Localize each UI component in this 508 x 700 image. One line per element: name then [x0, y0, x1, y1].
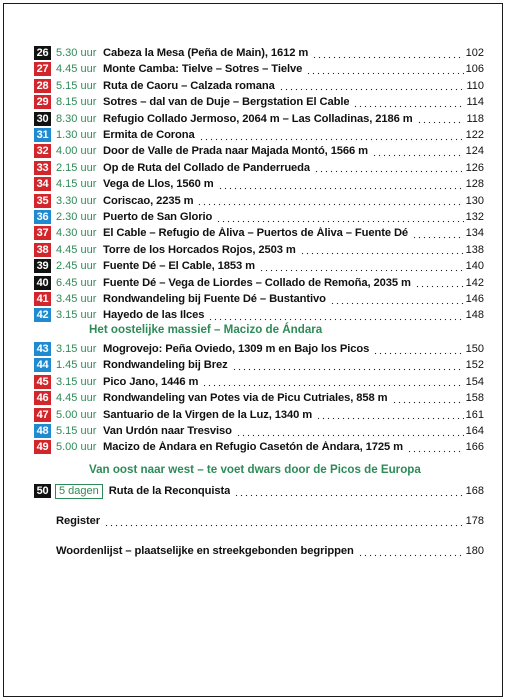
- route-duration: 4.00 uur: [56, 145, 97, 158]
- route-title: Puerto de San Glorio: [103, 211, 213, 223]
- dot-leader: [104, 516, 464, 527]
- route-number-badge: 29: [34, 95, 51, 109]
- page-number: 161: [465, 408, 484, 421]
- page-number: 138: [465, 243, 484, 256]
- page-number: 146: [465, 293, 484, 305]
- toc-entry-41[interactable]: [34, 291, 484, 307]
- dot-leader: [392, 393, 464, 404]
- glossary-title: Woordenlijst – plaatselijke en streekgebonden begrippen: [56, 545, 354, 557]
- page-number: 148: [465, 309, 484, 322]
- toc-entry-33[interactable]: [34, 160, 484, 176]
- dot-leader: [259, 261, 464, 272]
- toc-entry-glossary[interactable]: [34, 543, 484, 559]
- dot-leader: [236, 426, 464, 437]
- route-duration: 3.45 uur: [56, 293, 97, 305]
- route-duration: 1.45 uur: [56, 359, 97, 372]
- route-duration: 5.15 uur: [56, 79, 97, 92]
- route-number-badge: 41: [34, 292, 51, 306]
- dot-leader: [417, 113, 465, 124]
- toc-entry-39[interactable]: [34, 258, 484, 274]
- dot-leader: [300, 244, 464, 255]
- page-number: 178: [465, 515, 484, 527]
- toc-entry-43[interactable]: [34, 341, 484, 357]
- route-duration: 5.30 uur: [56, 47, 97, 59]
- toc-entry-48[interactable]: [34, 423, 484, 439]
- toc-entry-36[interactable]: [34, 209, 484, 225]
- page-number: 152: [465, 359, 484, 372]
- toc-entry-31[interactable]: [34, 127, 484, 143]
- page-number: 158: [465, 392, 484, 405]
- page-number: 102: [465, 47, 484, 59]
- page-number: 106: [465, 63, 484, 76]
- page-number: 164: [465, 425, 484, 437]
- toc-entry-register[interactable]: [34, 513, 484, 529]
- route-number-badge: 36: [34, 210, 51, 224]
- page-number: 154: [465, 375, 484, 388]
- route-title: Rondwandeling van Potes via de Picu Cutriales, 858 m: [103, 392, 388, 405]
- page-number: 180: [465, 545, 484, 557]
- dot-leader: [279, 80, 465, 91]
- toc-entry-47[interactable]: [34, 407, 484, 423]
- route-duration: 8.15 uur: [56, 96, 97, 109]
- route-title: Cabeza la Mesa (Peña de Main), 1612 m: [103, 47, 309, 59]
- route-number-badge: 34: [34, 177, 51, 191]
- dot-leader: [353, 97, 464, 108]
- route-number-badge: 39: [34, 259, 51, 273]
- route-number-badge: 46: [34, 391, 51, 405]
- route-duration: 3.15 uur: [56, 375, 97, 388]
- route-number-badge: 49: [34, 440, 51, 454]
- page-number: 126: [465, 161, 484, 174]
- route-duration: 4.30 uur: [56, 227, 97, 240]
- route-title: Door de Valle de Prada naar Majada Montó, 1566 m: [103, 145, 369, 158]
- route-duration: 8.30 uur: [56, 112, 97, 125]
- page-number: 134: [465, 227, 484, 240]
- route-duration: 5 dagen: [55, 484, 103, 499]
- page-number: 114: [466, 96, 484, 109]
- page-number: 118: [466, 112, 484, 125]
- toc-entry-26[interactable]: [34, 45, 484, 61]
- route-title: Rondwandeling bij Fuente Dé – Bustantivo: [103, 293, 326, 305]
- page-number: 110: [466, 79, 484, 92]
- dot-leader: [358, 546, 464, 557]
- route-number-badge: 42: [34, 308, 51, 322]
- route-number-badge: 32: [34, 144, 51, 158]
- route-number-badge: 40: [34, 276, 51, 290]
- route-title: Ruta de la Reconquista: [108, 485, 231, 497]
- route-number-badge: 38: [34, 243, 51, 257]
- dot-leader: [312, 48, 463, 59]
- route-title: Hayedo de las Ilces: [103, 309, 205, 322]
- toc-entry-45[interactable]: [34, 374, 484, 390]
- route-title: Ruta de Caoru – Calzada romana: [103, 79, 275, 92]
- dot-leader: [412, 228, 464, 239]
- route-duration: 6.45 uur: [56, 276, 97, 289]
- toc-entry-49[interactable]: [34, 439, 484, 455]
- dot-leader: [415, 277, 464, 288]
- route-number-badge: 35: [34, 194, 51, 208]
- dot-leader: [199, 130, 464, 141]
- page-number: 122: [465, 129, 484, 141]
- toc-entry-42[interactable]: [34, 307, 484, 323]
- toc-entry-27[interactable]: [34, 61, 484, 77]
- toc-entry-50[interactable]: [34, 483, 484, 499]
- route-duration: 4.45 uur: [56, 243, 97, 256]
- dot-leader: [330, 294, 464, 305]
- route-duration: 4.45 uur: [56, 392, 97, 405]
- dot-leader: [216, 212, 463, 223]
- route-title: Vega de Llos, 1560 m: [103, 178, 214, 191]
- page-number: 142: [465, 276, 484, 289]
- route-duration: 3.15 uur: [56, 309, 97, 322]
- route-title: Santuario de la Virgen de la Luz, 1340 m: [103, 408, 313, 421]
- route-duration: 5.15 uur: [56, 425, 97, 437]
- route-title: Fuente Dé – Vega de Liordes – Collado de Remoña, 2035 m: [103, 276, 411, 289]
- dot-leader: [373, 344, 463, 355]
- dot-leader: [232, 360, 464, 371]
- route-title: Sotres – dal van de Duje – Bergstation El Cable: [103, 96, 350, 109]
- page-number: 128: [465, 178, 484, 191]
- page-number: 140: [465, 260, 484, 273]
- section-heading-crossing: Van oost naar west – te voet dwars door de Picos de Europa: [89, 463, 421, 476]
- page-number: 166: [465, 441, 484, 454]
- page-number: 124: [465, 145, 484, 158]
- page-number: 132: [465, 211, 484, 223]
- route-title: Fuente Dé – El Cable, 1853 m: [103, 260, 256, 273]
- route-number-badge: 26: [34, 46, 51, 60]
- route-title: Op de Ruta del Collado de Panderrueda: [103, 161, 311, 174]
- route-duration: 5.00 uur: [56, 441, 97, 454]
- route-title: Pico Jano, 1446 m: [103, 375, 199, 388]
- route-title: Macizo de Ándara en Refugio Casetón de Ándara, 1725 m: [103, 441, 403, 454]
- toc-entry-29[interactable]: [34, 94, 484, 110]
- toc-entry-46[interactable]: [34, 390, 484, 406]
- route-title: Rondwandeling bij Brez: [103, 359, 228, 372]
- route-duration: 2.45 uur: [56, 260, 97, 273]
- page-number: 168: [465, 485, 484, 497]
- route-number-badge: 27: [34, 62, 51, 76]
- route-duration: 5.00 uur: [56, 408, 97, 421]
- route-number-badge: 33: [34, 161, 51, 175]
- toc-entry-32[interactable]: [34, 143, 484, 159]
- route-number-badge: 43: [34, 342, 51, 356]
- toc-entry-44[interactable]: [34, 357, 484, 373]
- route-duration: 2.30 uur: [56, 211, 97, 223]
- toc-entry-38[interactable]: [34, 242, 484, 258]
- route-duration: 2.15 uur: [56, 161, 97, 174]
- page-number: 130: [465, 194, 484, 207]
- route-title: Monte Camba: Tielve – Sotres – Tielve: [103, 63, 303, 76]
- toc-entry-34[interactable]: [34, 176, 484, 192]
- section-heading-east: Het oostelijke massief – Macizo de Ándara: [89, 323, 323, 336]
- dot-leader: [306, 64, 463, 75]
- dot-leader: [234, 486, 463, 497]
- route-title: Coriscao, 2235 m: [103, 194, 194, 207]
- route-number-badge: 37: [34, 226, 51, 240]
- toc-entry-37[interactable]: [34, 225, 484, 241]
- route-number-badge: 47: [34, 408, 51, 422]
- route-number-badge: 50: [34, 484, 51, 498]
- dot-leader: [407, 442, 464, 453]
- toc-entry-40[interactable]: [34, 275, 484, 291]
- route-duration: 4.45 uur: [56, 63, 97, 76]
- route-duration: 3.15 uur: [56, 343, 97, 355]
- route-number-badge: 30: [34, 112, 51, 126]
- dot-leader: [208, 310, 463, 321]
- route-title: Torre de los Horcados Rojos, 2503 m: [103, 243, 296, 256]
- route-number-badge: 44: [34, 358, 51, 372]
- page-number: 150: [465, 343, 484, 355]
- route-title: Van Urdón naar Tresviso: [103, 425, 232, 437]
- dot-leader: [202, 376, 463, 387]
- toc-entry-28[interactable]: [34, 78, 484, 94]
- dot-leader: [316, 409, 464, 420]
- route-duration: 1.30 uur: [56, 129, 97, 141]
- route-title: Refugio Collado Jermoso, 2064 m – Las Colladinas, 2186 m: [103, 112, 413, 125]
- toc-entry-30[interactable]: [34, 111, 484, 127]
- route-number-badge: 28: [34, 79, 51, 93]
- route-title: Mogrovejo: Peña Oviedo, 1309 m en Bajo los Picos: [103, 343, 370, 355]
- dot-leader: [372, 146, 464, 157]
- dot-leader: [218, 179, 464, 190]
- route-number-badge: 45: [34, 375, 51, 389]
- toc-entry-35[interactable]: [34, 193, 484, 209]
- dot-leader: [314, 162, 464, 173]
- route-number-badge: 48: [34, 424, 51, 438]
- dot-leader: [197, 195, 463, 206]
- route-duration: 4.15 uur: [56, 178, 97, 191]
- route-number-badge: 31: [34, 128, 51, 142]
- route-title: El Cable – Refugio de Áliva – Puertos de Áliva – Fuente Dé: [103, 227, 409, 240]
- register-title: Register: [56, 515, 100, 527]
- route-duration: 3.30 uur: [56, 194, 97, 207]
- route-title: Ermita de Corona: [103, 129, 195, 141]
